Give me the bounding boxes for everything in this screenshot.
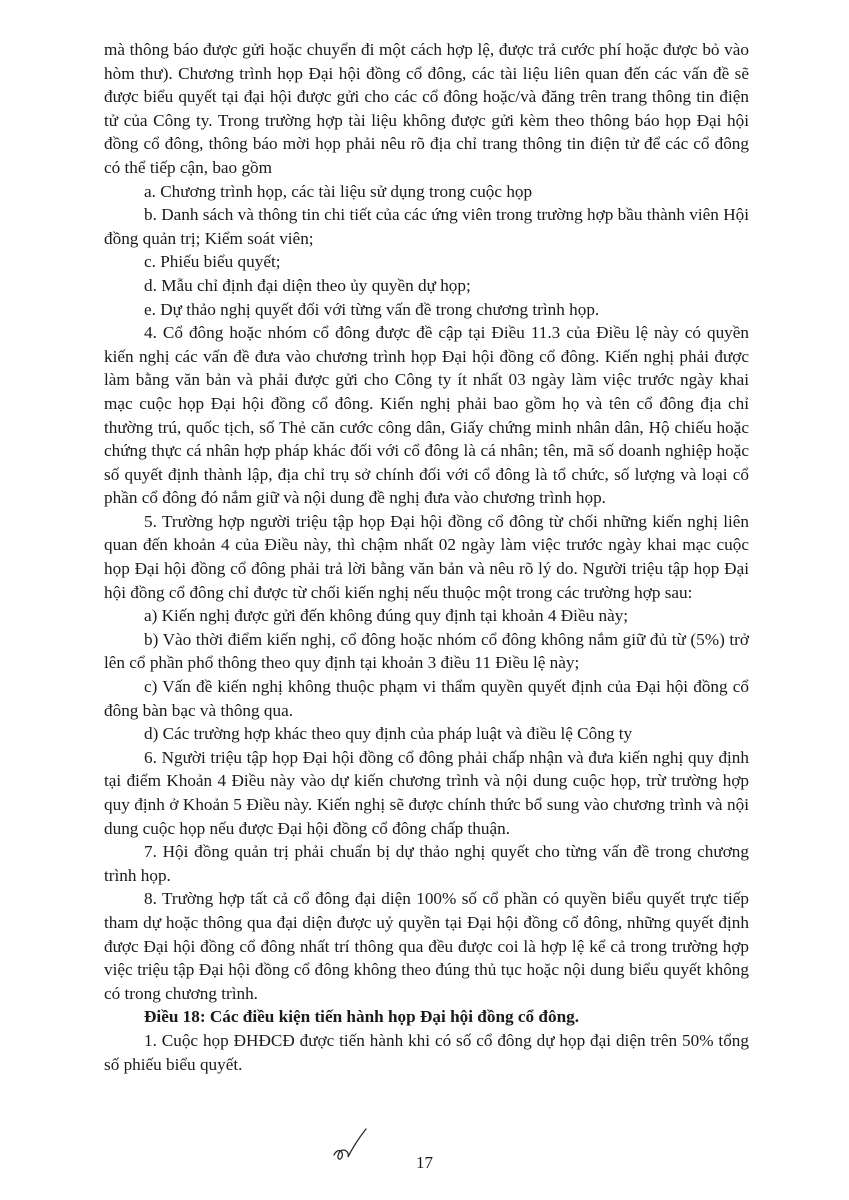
item-a-agenda: a. Chương trình họp, các tài liệu sử dụng trong cuộc họp bbox=[144, 181, 533, 201]
clause-7: 7. Hội đồng quản trị phải chuẩn bị dự thảo nghị quyết cho từng vấn đề trong chương trình họp. bbox=[104, 842, 749, 885]
clause-8: 8. Trường hợp tất cả cổ đông đại diện 100% số cổ phần có quyền biểu quyết trực tiếp tham dự hoặc thông qua đại diện được uỷ quyền tại Đại hội đồng cổ đông, những quyết định được Đại hội đồng cổ đông nhất trí thông qua đều được coi là hợp lệ kể cả trong trường hợp việc triệu tập Đại hội đồng cổ đông không theo đúng thủ tục hoặc nội dung biểu quyết không có trong chương trình. bbox=[104, 889, 749, 1003]
item-c-ballot: c. Phiếu biểu quyết; bbox=[144, 252, 281, 272]
clause-5: 5. Trường hợp người triệu tập họp Đại hội đồng cổ đông từ chối những kiến nghị liên quan đến khoản 4 của Điều này, thì chậm nhất 02 ngày làm việc trước ngày khai mạc cuộc họp Đại hội đồng cổ đông phải trả lời bằng văn bản và nêu rõ lý do. Người triệu tập họp Đại hội đồng cổ đông chỉ được từ chối kiến nghị nếu thuộc một trong các trường hợp sau: bbox=[104, 511, 749, 602]
clause-5-b: b) Vào thời điểm kiến nghị, cổ đông hoặc nhóm cổ đông không nắm giữ đủ từ (5%) trở lên cổ phần phổ thông theo quy định tại khoản 3 điều 11 Điều lệ này; bbox=[104, 629, 749, 673]
page-number: 17 bbox=[416, 1153, 433, 1172]
clause-5-d: d) Các trường hợp khác theo quy định của pháp luật và điều lệ Công ty bbox=[144, 724, 633, 744]
document-body bbox=[104, 38, 749, 1076]
item-d-proxy-form: d. Mẫu chỉ định đại diện theo ủy quyền dự họp; bbox=[144, 275, 471, 295]
article-18-clause-1: 1. Cuộc họp ĐHĐCĐ được tiến hành khi có số cổ đông dự họp đại diện trên 50% tổng số phiếu biểu quyết. bbox=[104, 1030, 749, 1074]
clause-6: 6. Người triệu tập họp Đại hội đồng cổ đông phải chấp nhận và đưa kiến nghị quy định tại điểm Khoản 4 Điều này vào dự kiến chương trình và nội dung cuộc họp, trừ trường hợp quy định ở Khoản 5 Điều này. Kiến nghị sẽ được chính thức bổ sung vào chương trình và nội dung cuộc họp nếu được Đại hội đồng cổ đông chấp thuận. bbox=[104, 747, 749, 838]
item-b-candidates: b. Danh sách và thông tin chi tiết của các ứng viên trong trường hợp bầu thành viên Hội đồng quản trị; Kiểm soát viên; bbox=[104, 205, 749, 248]
clause-5-a: a) Kiến nghị được gửi đến không đúng quy định tại khoản 4 Điều này; bbox=[144, 606, 629, 626]
item-e-draft-resolution: e. Dự thảo nghị quyết đối với từng vấn đề trong chương trình họp. bbox=[144, 299, 600, 319]
clause-4: 4. Cổ đông hoặc nhóm cổ đông được đề cập tại Điều 11.3 của Điều lệ này có quyền kiến nghị các vấn đề đưa vào chương trình họp Đại hội đồng cổ đông. Kiến nghị phải được làm bằng văn bản và phải được gửi cho Công ty ít nhất 03 ngày làm việc trước ngày khai mạc cuộc họp Đại hội đồng cổ đông. Kiến nghị phải bao gồm họ và tên cổ đông địa chỉ thường trú, quốc tịch, số Thẻ căn cước công dân, Giấy chứng minh nhân dân, Hộ chiếu hoặc chứng thực cá nhân hợp pháp khác đối với cổ đông là cá nhân; tên, mã số doanh nghiệp hoặc số quyết định thành lập, địa chỉ trụ sở chính đối với cổ đông là tổ chức, số lượng và loại cổ phần cổ đông đó nắm giữ và nội dung đề nghị đưa vào chương trình họp. bbox=[104, 323, 749, 508]
clause-5-c: c) Vấn đề kiến nghị không thuộc phạm vi thẩm quyền quyết định của Đại hội đồng cổ đông bàn bạc và thông qua. bbox=[104, 677, 749, 720]
paragraph-intro: mà thông báo được gửi hoặc chuyển đi một cách hợp lệ, được trả cước phí hoặc được bỏ vào hòm thư). Chương trình họp Đại hội đồng cổ đông, các tài liệu liên quan đến các vấn đề sẽ được biểu quyết tại đại hội được gửi cho các cổ đông hoặc/và đăng trên trang thông tin điện tử của Công ty. Trong trường hợp tài liệu không được gửi kèm theo thông báo họp Đại hội đồng cổ đông, thông báo mời họp phải nêu rõ địa chỉ trang thông tin điện tử để các cổ đông có thể tiếp cận, bao gồm bbox=[104, 40, 749, 177]
article-18-heading: Điều 18: Các điều kiện tiến hành họp Đại hội đồng cổ đông. bbox=[144, 1007, 580, 1027]
